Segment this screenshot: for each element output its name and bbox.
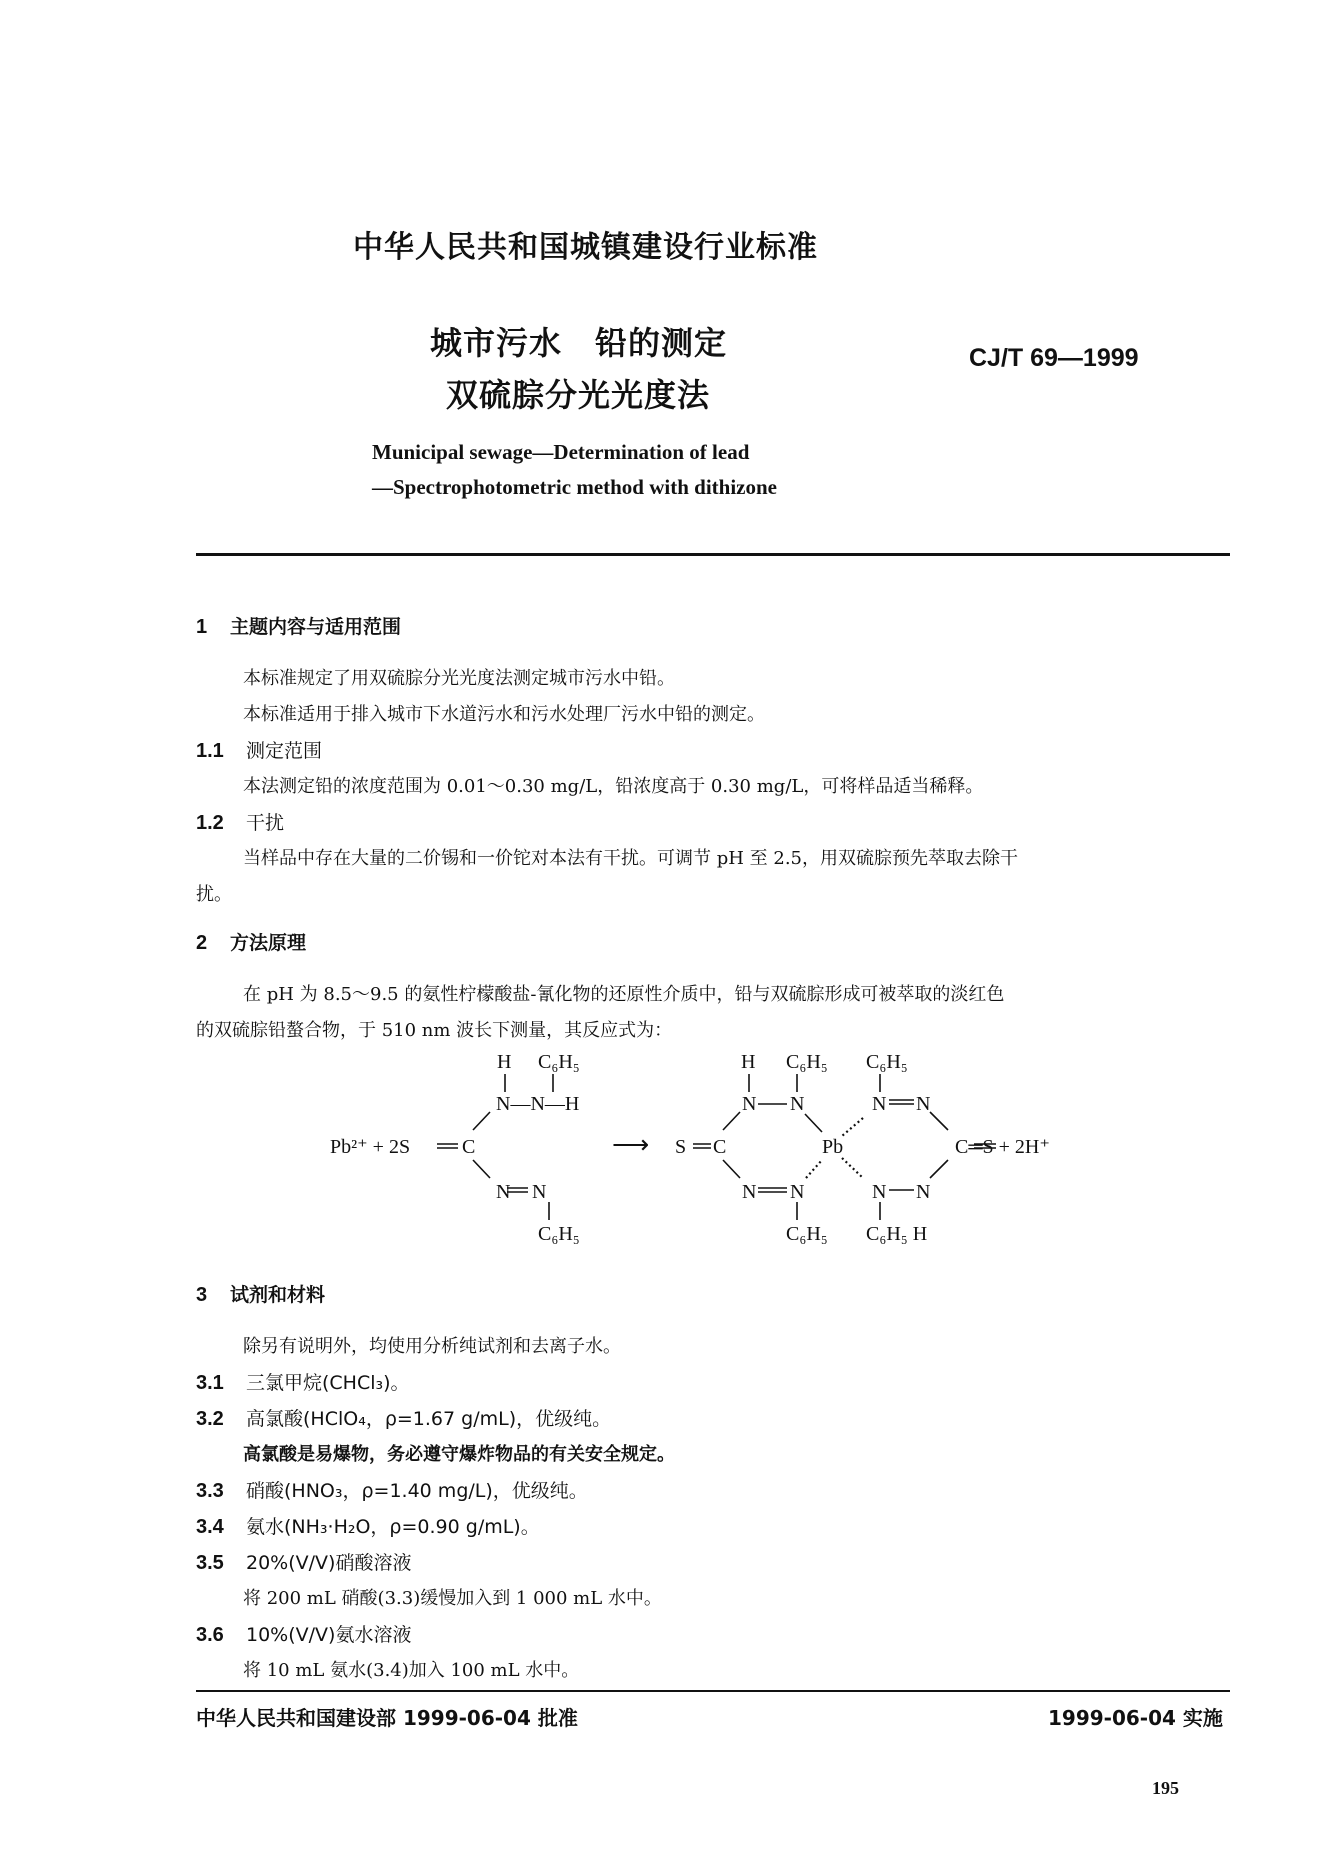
safety-warning: 高氯酸是易爆物，务必遵守爆炸物品的有关安全规定。	[243, 1444, 675, 1465]
reagent-item	[196, 1548, 411, 1575]
page-number: 195	[1152, 1778, 1179, 1798]
atom-n: N	[790, 1093, 805, 1115]
item-number: 3.1	[196, 1372, 224, 1394]
section-title: 方法原理	[230, 932, 307, 954]
phenyl-group: C₆H₅	[786, 1223, 828, 1245]
section-title: 试剂和材料	[230, 1284, 326, 1306]
paragraph: 本法测定铅的浓度范围为 0.01～0.30 mg/L，铅浓度高于 0.30 mg/L，可将样品适当稀释。	[243, 776, 984, 797]
subsection-title: 干扰	[246, 812, 285, 834]
item-number: 3.4	[196, 1516, 224, 1538]
paragraph-continuation: 扰。	[196, 884, 232, 905]
paragraph: 本标准适用于排入城市下水道污水和污水处理厂污水中铅的测定。	[243, 704, 765, 725]
paragraph-continuation: 的双硫腙铅螯合物，于 510 nm 波长下测量，其反应式为：	[196, 1020, 673, 1041]
paragraph: 除另有说明外，均使用分析纯试剂和去离子水。	[243, 1336, 621, 1357]
document-title-line1: 城市污水 铅的测定	[430, 324, 728, 362]
item-detail: 将 200 mL 硝酸(3.3)缓慢加入到 1 000 mL 水中。	[243, 1588, 662, 1609]
item-text: 硝酸(HNO₃，ρ=1.40 mg/L)，优级纯。	[246, 1480, 588, 1502]
paragraph: 本标准规定了用双硫腙分光光度法测定城市污水中铅。	[243, 668, 675, 689]
atom-lead: Pb	[822, 1136, 844, 1158]
atom-c: C	[462, 1136, 476, 1158]
item-number: 3.6	[196, 1624, 224, 1646]
atom-s: S	[675, 1136, 687, 1158]
item-text: 三氯甲烷(CHCl₃)。	[246, 1372, 410, 1394]
phenyl-group: C₆H₅	[538, 1223, 580, 1245]
phenyl-group-with-h: C₆H₅ H	[866, 1223, 928, 1245]
section-3-heading	[196, 1280, 325, 1307]
paragraph: 当样品中存在大量的二价锡和一价铊对本法有干扰。可调节 pH 至 2.5，用双硫腙预先萃取去除干	[243, 848, 1019, 869]
item-text: 高氯酸(HClO₄，ρ=1.67 g/mL)，优级纯。	[246, 1408, 612, 1430]
standard-series-title: 中华人民共和国城镇建设行业标准	[353, 230, 818, 265]
atom-n: N	[872, 1093, 887, 1115]
phenyl-group: C₆H₅	[538, 1051, 580, 1073]
reagent-item	[196, 1368, 410, 1395]
atom-h: H	[741, 1051, 756, 1073]
atom-c: C	[713, 1136, 727, 1158]
item-text: 20%(V/V)硝酸溶液	[246, 1552, 412, 1574]
reagent-item	[196, 1476, 588, 1503]
item-number: 3.3	[196, 1480, 224, 1502]
subsection-number: 1.2	[196, 812, 224, 834]
product-thione-and-protons: C═S + 2H⁺	[955, 1136, 1050, 1158]
footer-divider	[196, 1690, 1230, 1692]
section-number: 1	[196, 616, 208, 638]
subsection-title: 测定范围	[246, 740, 323, 762]
paragraph: 在 pH 为 8.5～9.5 的氨性柠檬酸盐-氰化物的还原性介质中，铅与双硫腙形成可被萃取的淡红色	[243, 984, 1005, 1005]
reactant-lead-ion: Pb²⁺ + 2S	[330, 1136, 411, 1158]
implementation-date: 1999-06-04 实施	[1048, 1706, 1223, 1730]
item-text: 10%(V/V)氨水溶液	[246, 1624, 412, 1646]
reaction-arrow: ⟶	[612, 1130, 650, 1159]
document-title-line2: 双硫腙分光光度法	[446, 376, 711, 414]
english-title-line2: —Spectrophotometric method with dithizone	[372, 475, 777, 499]
reagent-item	[196, 1512, 540, 1539]
atom-n: N	[916, 1093, 931, 1115]
phenyl-group: C₆H₅	[866, 1051, 908, 1073]
atom-n: N	[872, 1181, 887, 1203]
atom-n: N	[742, 1093, 757, 1115]
reagent-item	[196, 1620, 411, 1647]
section-title: 主题内容与适用范围	[230, 616, 402, 638]
atom-h: H	[497, 1051, 512, 1073]
section-number: 3	[196, 1284, 208, 1306]
atom-n: N	[790, 1181, 805, 1203]
hydrazine-group: N—N—H	[496, 1093, 580, 1115]
subsection-number: 1.1	[196, 740, 224, 762]
atom-n: N	[742, 1181, 757, 1203]
item-number: 3.5	[196, 1552, 224, 1574]
reagent-item	[196, 1404, 611, 1431]
english-title-line1: Municipal sewage—Determination of lead	[372, 440, 750, 464]
item-detail: 将 10 mL 氨水(3.4)加入 100 mL 水中。	[243, 1660, 580, 1681]
section-number: 2	[196, 932, 208, 954]
phenyl-group: C₆H₅	[786, 1051, 828, 1073]
item-number: 3.2	[196, 1408, 224, 1430]
standard-code: CJ/T 69—1999	[969, 344, 1139, 372]
item-text: 氨水(NH₃·H₂O，ρ=0.90 g/mL)。	[246, 1516, 540, 1538]
atom-n: N	[916, 1181, 931, 1203]
atom-n: N	[532, 1181, 547, 1203]
atom-n: N	[496, 1181, 511, 1203]
approval-date: 中华人民共和国建设部 1999-06-04 批准	[196, 1706, 578, 1730]
